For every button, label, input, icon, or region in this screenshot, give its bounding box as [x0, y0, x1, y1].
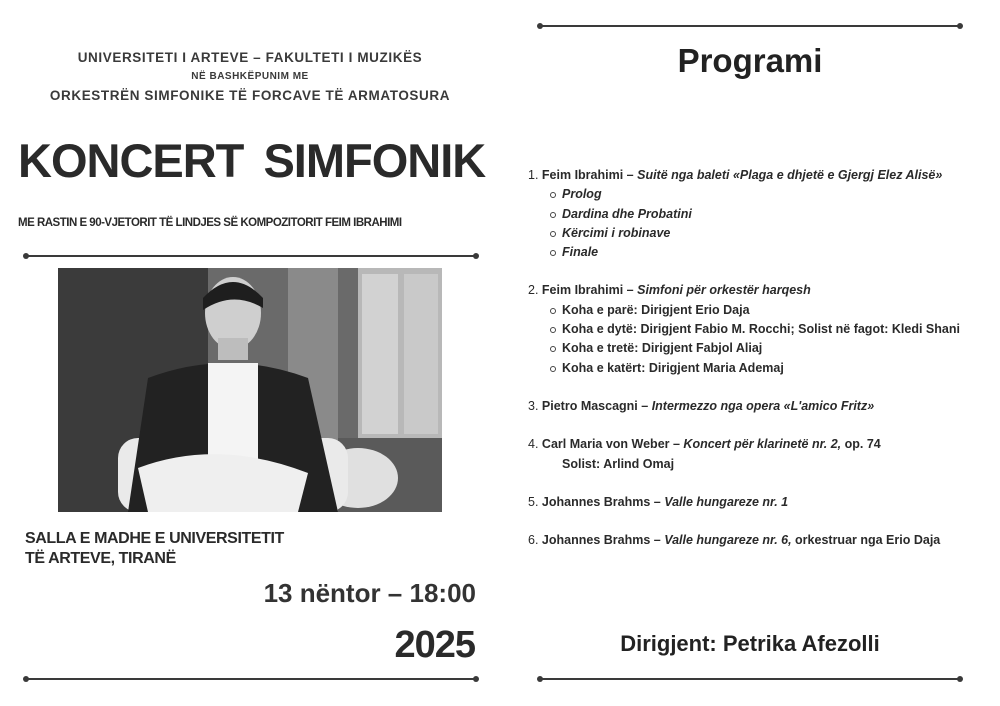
composer-photo — [58, 268, 442, 512]
composer-name: Feim Ibrahimi — [541, 283, 624, 298]
program-item — [528, 397, 998, 416]
divider-rule — [540, 25, 960, 27]
movement-list — [528, 185, 998, 262]
separator: – — [623, 168, 638, 182]
item-number: 4. — [528, 437, 539, 452]
work-title: Intermezzo nga opera «L'amico Fritz» — [651, 398, 875, 413]
movement-list — [528, 301, 998, 378]
movement-item: Koha e tretë: Dirigjent Fabjol Aliaj — [550, 339, 998, 358]
venue-line-1: SALLA E MADHE E UNIVERSITETIT — [25, 530, 284, 547]
separator: – — [637, 398, 652, 413]
work-title: Valle hungareze nr. 1 — [664, 494, 789, 509]
concert-datetime: 13 nëntor – 18:00 — [263, 578, 476, 608]
movement-item: Koha e katërt: Dirigjent Maria Ademaj — [550, 359, 998, 378]
program-item — [528, 493, 998, 512]
program-item — [528, 435, 998, 474]
conductor-credit: Dirigjent: Petrika Afezolli — [620, 631, 880, 656]
movement-item: Koha e parë: Dirigjent Erio Daja — [550, 301, 998, 320]
work-opus: op. 74 — [841, 437, 881, 452]
item-number: 6. — [528, 533, 539, 548]
work-note: orkestruar nga Erio Daja — [791, 533, 941, 548]
movement-item: Finale — [550, 243, 998, 262]
movement-item: Koha e dytë: Dirigjent Fabio M. Rocchi; Solist në fagot: Kledi Shani — [550, 320, 998, 339]
divider-rule — [26, 678, 476, 680]
composer-name: Feim Ibrahimi — [541, 168, 624, 182]
movement-item: Prolog — [550, 185, 998, 204]
composer-photo-illustration — [58, 268, 442, 512]
work-title: Koncert për klarinetë nr. 2, — [683, 437, 842, 452]
separator: – — [650, 494, 665, 509]
program-item — [528, 531, 998, 550]
divider-rule — [540, 678, 960, 680]
concert-subtitle: ME RASTIN E 90-VJETORIT TË LINDJES SË KOMPOZITORIT FEIM IBRAHIMI — [18, 217, 402, 229]
divider-rule — [26, 255, 476, 257]
venue-line-2: TË ARTEVE, TIRANË — [25, 550, 176, 567]
composer-name: Johannes Brahms — [541, 494, 651, 509]
work-title: Suitë nga baleti «Plaga e dhjetë e Gjergj Elez Alisë» — [637, 168, 943, 182]
separator: – — [623, 283, 638, 298]
item-number: 5. — [528, 494, 539, 509]
composer-name: Johannes Brahms — [541, 533, 651, 548]
work-title: Simfoni për orkestër harqesh — [637, 283, 811, 298]
program-list — [528, 166, 998, 550]
movement-item: Dardina dhe Probatini — [550, 205, 998, 224]
program-title: Programi — [677, 42, 823, 79]
separator: – — [669, 437, 684, 452]
composer-name: Carl Maria von Weber — [541, 437, 670, 452]
organizer-line-1: UNIVERSITETI I ARTEVE – FAKULTETI I MUZIKËS — [77, 50, 423, 65]
item-number: 3. — [528, 398, 539, 413]
organizer-line-3: ORKESTRËN SIMFONIKE TË FORCAVE TË ARMATOSURA — [49, 88, 451, 103]
work-title: Valle hungareze nr. 6, — [664, 533, 792, 548]
item-number: 1. — [528, 168, 539, 182]
organizer-line-2: NË BASHKËPUNIM ME — [191, 71, 309, 82]
program-item — [528, 281, 998, 377]
composer-name: Pietro Mascagni — [541, 398, 638, 413]
program-panel — [500, 0, 1000, 706]
concert-title: KONCERT SIMFONIK — [18, 134, 486, 187]
program-item — [528, 166, 998, 262]
separator: – — [650, 533, 665, 548]
movement-item: Kërcimi i robinave — [550, 224, 998, 243]
concert-year: 2025 — [394, 624, 475, 666]
item-number: 2. — [528, 283, 539, 298]
soloist-line: Solist: Arlind Omaj — [562, 456, 675, 471]
